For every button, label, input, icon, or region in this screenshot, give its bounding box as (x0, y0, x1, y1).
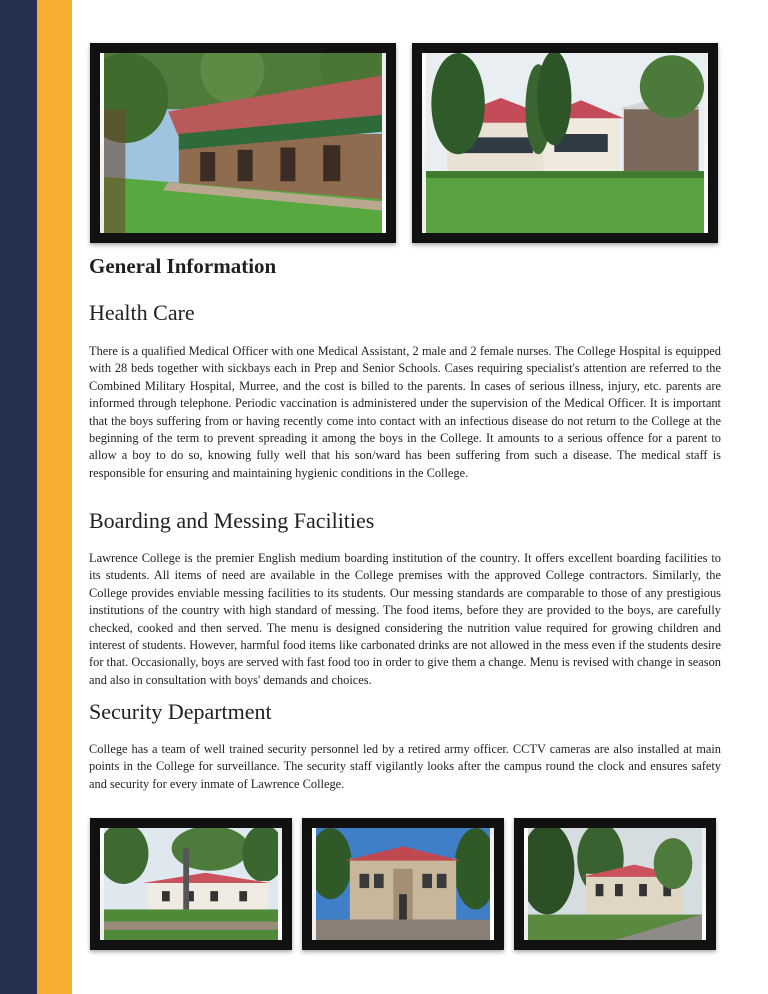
section-title-boarding: Boarding and Messing Facilities (89, 508, 375, 533)
photo-campus-lawn (104, 828, 278, 940)
photo-frame-verandah (90, 43, 396, 243)
photo-verandah-building (104, 53, 382, 233)
photo-frame-road-building (514, 818, 716, 950)
section-body-security: College has a team of well trained security personnel led by a retired army officer. CCTV cameras are also installed at main points in the College for surveillance. The security staff vigilantly looks after the campus round the clock and ensures safety and security for every inmate of Lawrence College. (89, 742, 721, 791)
photo-lawn-building (426, 53, 704, 233)
left-navy-stripe (0, 0, 37, 994)
section-body-boarding: Lawrence College is the premier English medium boarding institution of the country. It offers excellent boarding facilities to its students. All items of need are available in the College premises with the approved College contractors. Similarly, the College provides enviable messing facilities to its students. Our messing standards are comparable to those of any prestigious institutions of the country with high standard of messing. The food items, before they are provided to the boys, are carefully checked, cooked and then served. The menu is designed considering the nutrition value required for growing children and interest of students. However, harmful food items like carbonated drinks are not allowed in the mess even if the students desire for that. Occasionally, boys are served with fast food too in order to give them a change. Menu is revised with change in season and also in consultation with boys' demands and choices. (89, 551, 721, 687)
photo-frame-main-building (302, 818, 504, 950)
page-heading: General Information (89, 254, 277, 278)
photo-road-building (528, 828, 702, 940)
photo-frame-campus-lawn (90, 818, 292, 950)
section-title-health-care: Health Care (89, 300, 195, 325)
section-title-security: Security Department (89, 699, 272, 724)
left-orange-stripe (37, 0, 72, 994)
photo-main-building (316, 828, 490, 940)
photo-frame-lawn-building (412, 43, 718, 243)
section-body-health-care: There is a qualified Medical Officer with one Medical Assistant, 2 male and 2 female nurses. The College Hospital is equipped with 28 beds together with sickbays each in Prep and Senior Schools. Cases requiring specialist's attention are referred to the Combined Military Hospital, Murree, and the cost is billed to the parents. In cases of serious illness, injury, etc. parents are informed through telephone. Periodic vaccination is administered under the supervision of the Medical Officer. It is important that the boys suffering from or having recently come into contact with an infectious disease do not return to the College at the beginning of the term to prevent spreading it among the boys in the College. It amounts to a serious offence for a parent to allow a boy to do so, knowing fully well that his son/ward has been suffering from such a disease. The medical staff is responsible for ensuring and maintaining hygienic conditions in the College. (89, 344, 721, 480)
